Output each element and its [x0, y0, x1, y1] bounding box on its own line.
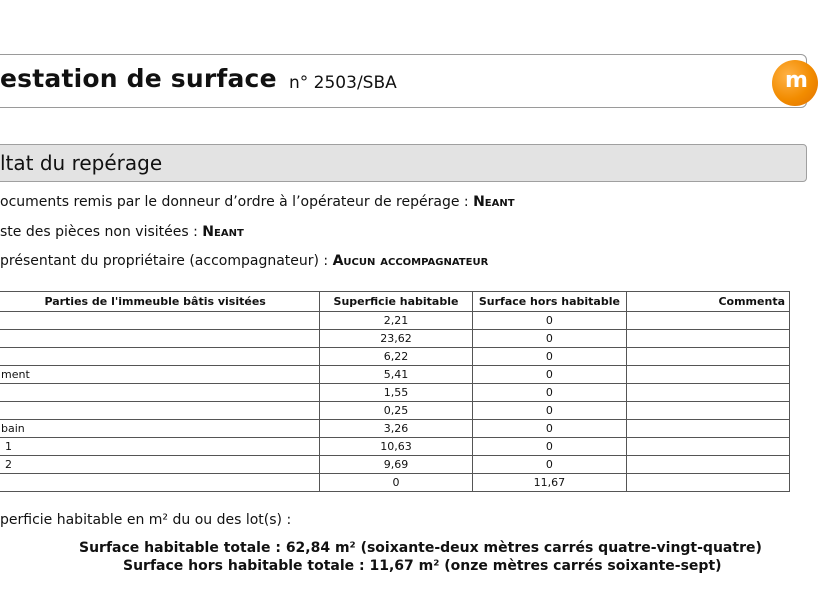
table-row	[0, 330, 790, 348]
col-header-hors: Surface hors habitable	[472, 292, 626, 312]
logo-text: m	[785, 68, 808, 93]
report-number: n° 2503/SBA	[289, 73, 397, 93]
info-unvisited-rooms	[0, 224, 244, 240]
info-representative-value: Aucun accompagnateur	[332, 253, 489, 269]
cell-comment	[627, 420, 790, 438]
cell-hors: 0	[472, 384, 626, 402]
cell-hors: 0	[472, 366, 626, 384]
cell-habitable: 9,69	[320, 456, 472, 474]
section-title: ltat du repérage	[0, 151, 163, 175]
cell-habitable: 10,63	[320, 438, 472, 456]
cell-hors: 0	[472, 438, 626, 456]
table-body	[0, 312, 790, 492]
cell-hors: 0	[472, 330, 626, 348]
table-row	[0, 384, 790, 402]
cell-hors: 0	[472, 402, 626, 420]
total-habitable: Surface habitable totale : 62,84 m² (soixante-deux mètres carrés quatre-vingt-quatre)	[79, 540, 762, 556]
cell-habitable: 23,62	[320, 330, 472, 348]
cell-part: 2	[0, 456, 320, 474]
surface-table	[0, 291, 790, 492]
cell-comment	[627, 438, 790, 456]
cell-comment	[627, 456, 790, 474]
table-row	[0, 420, 790, 438]
cell-part	[0, 384, 320, 402]
cell-part: bain	[0, 420, 320, 438]
cell-habitable: 2,21	[320, 312, 472, 330]
col-header-habitable: Superficie habitable	[320, 292, 472, 312]
cell-part	[0, 312, 320, 330]
cell-part	[0, 330, 320, 348]
cell-hors: 11,67	[472, 474, 626, 492]
table-row	[0, 402, 790, 420]
cell-habitable: 3,26	[320, 420, 472, 438]
table-row	[0, 312, 790, 330]
cell-habitable: 0,25	[320, 402, 472, 420]
info-unvisited-label: ste des pièces non visitées :	[0, 224, 203, 240]
table-row	[0, 348, 790, 366]
cell-hors: 0	[472, 456, 626, 474]
table-row	[0, 366, 790, 384]
info-documents	[0, 194, 515, 210]
table-row	[0, 438, 790, 456]
cell-part: 1	[0, 438, 320, 456]
cell-comment	[627, 402, 790, 420]
page-title: estation de surface	[0, 64, 277, 93]
cell-part	[0, 402, 320, 420]
info-documents-label: ocuments remis par le donneur d’ordre à l’opérateur de repérage :	[0, 194, 474, 210]
cell-part	[0, 474, 320, 492]
cell-hors: 0	[472, 312, 626, 330]
info-representative-label: présentant du propriétaire (accompagnateur) :	[0, 253, 333, 269]
total-hors-habitable: Surface hors habitable totale : 11,67 m² (onze mètres carrés soixante-sept)	[123, 558, 722, 574]
table-row	[0, 474, 790, 492]
cell-part: ment	[0, 366, 320, 384]
cell-comment	[627, 312, 790, 330]
col-header-comments: Commenta	[627, 292, 790, 312]
info-owner-representative	[0, 253, 488, 269]
cell-comment	[627, 366, 790, 384]
table-header-row	[0, 292, 790, 312]
cell-habitable: 5,41	[320, 366, 472, 384]
company-logo	[772, 60, 818, 106]
table-row	[0, 456, 790, 474]
cell-habitable: 6,22	[320, 348, 472, 366]
cell-hors: 0	[472, 420, 626, 438]
cell-habitable: 0	[320, 474, 472, 492]
cell-comment	[627, 474, 790, 492]
cell-comment	[627, 384, 790, 402]
cell-comment	[627, 330, 790, 348]
cell-part	[0, 348, 320, 366]
summary-label: perficie habitable en m² du ou des lot(s) :	[0, 512, 292, 528]
col-header-parts: Parties de l'immeuble bâtis visitées	[0, 292, 320, 312]
info-documents-value: Neant	[473, 194, 515, 210]
info-unvisited-value: Neant	[202, 224, 244, 240]
cell-comment	[627, 348, 790, 366]
cell-hors: 0	[472, 348, 626, 366]
cell-habitable: 1,55	[320, 384, 472, 402]
